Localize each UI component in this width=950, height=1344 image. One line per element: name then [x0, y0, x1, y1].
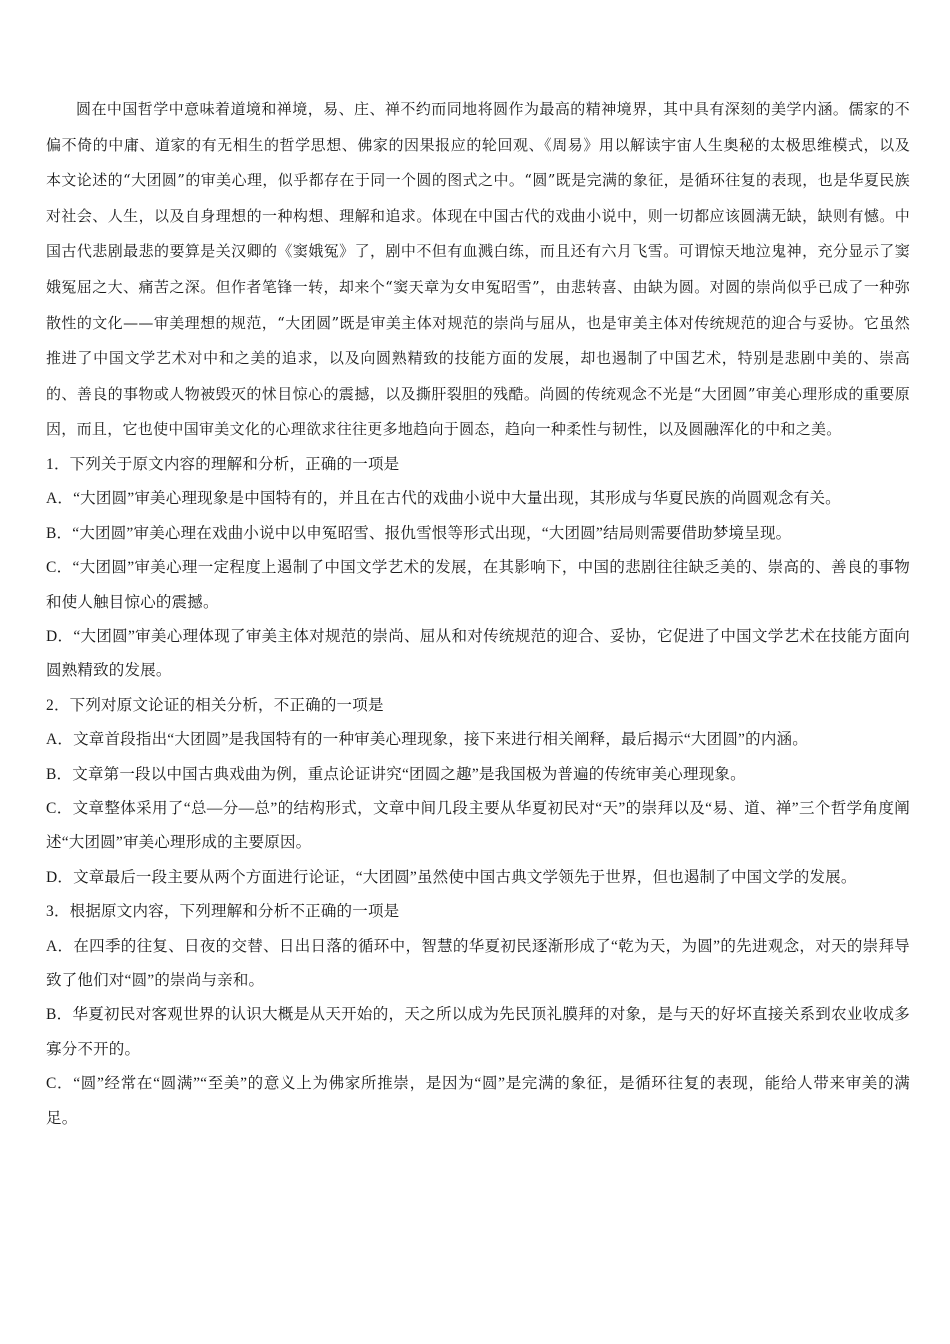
question-stem: 1．下列关于原文内容的理解和分析，正确的一项是 [46, 455, 400, 473]
question-2 [46, 689, 910, 895]
option-c: C．“圆”经常在“圆满”“至美”的意义上为佛家所推崇，是因为“圆”是完满的象征，是循环往复的表现，能给人带来审美的满足。 [46, 1075, 910, 1127]
exam-page [46, 92, 910, 1136]
option-b: B．“大团圆”审美心理在戏曲小说中以申冤昭雪、报仇雪恨等形式出现，“大团圆”结局则需要借助梦境呈现。 [46, 524, 792, 542]
option-c: C．文章整体采用了“总—分—总”的结构形式，文章中间几段主要从华夏初民对“天”的崇拜以及“易、道、禅”三个哲学角度阐述“大团圆”审美心理形成的主要原因。 [46, 800, 910, 852]
question-stem: 3．根据原文内容，下列理解和分析不正确的一项是 [46, 903, 400, 921]
option-a: A．在四季的往复、日夜的交替、日出日落的循环中，智慧的华夏初民逐渐形成了“乾为天，为圆”的先进观念，对天的崇拜导致了他们对“圆”的崇尚与亲和。 [46, 937, 910, 990]
reading-passage [46, 92, 910, 448]
passage-paragraph: 圆在中国哲学中意味着道境和禅境，易、庄、禅不约而同地将圆作为最高的精神境界，其中具有深刻的美学内涵。儒家的不偏不倚的中庸、道家的有无相生的哲学思想、佛家的因果报应的轮回观、《周易》用以解读宇宙人生奥秘的太极思维模式，以及本文论述的“大团圆”的审美心理，似乎都存在于同一个圆的图式之中。“圆”既是完满的象征，是循环往复的表现，也是华夏民族对社会、人生，以及自身理想的一种构想、理解和追求。体现在中国古代的戏曲小说中，则一切都应该圆满无缺，缺则有憾。中国古代悲剧最悲的要算是关汉卿的《窦娥冤》了，剧中不但有血溅白练，而且还有六月飞雪。可谓惊天地泣鬼神，充分显示了窦娥冤屈之大、痛苦之深。但作者笔锋一转，却来个“窦天章为女申冤昭雪”，由悲转喜、由缺为圆。对圆的崇尚似乎已成了一种弥散性的文化——审美理想的规范，“大团圆”既是审美主体对规范的崇尚与屈从，也是审美主体对传统规范的迎合与妥协。它虽然推进了中国文学艺术对中和之美的追求，以及向圆熟精致的技能方面的发展，却也遏制了中国艺术，特别是悲剧中美的、崇高的、善良的事物或人物被毁灭的怵目惊心的震撼，以及撕肝裂胆的残酷。尚圆的传统观念不光是“大团圆”审美心理形成的重要原因，而且，它也使中国审美文化的心理欲求往往更多地趋向于圆态，趋向一种柔性与韧性，以及圆融浑化的中和之美。 [46, 100, 910, 439]
question-3 [46, 895, 910, 1136]
option-a: A．文章首段指出“大团圆”是我国特有的一种审美心理现象，接下来进行相关阐释，最后揭示“大团圆”的内涵。 [46, 731, 808, 749]
option-d: D．“大团圆”审美心理体现了审美主体对规范的崇尚、屈从和对传统规范的迎合、妥协，它促进了中国文学艺术在技能方面向圆熟精致的发展。 [46, 627, 910, 680]
option-c: C．“大团圆”审美心理一定程度上遏制了中国文学艺术的发展，在其影响下，中国的悲剧往往缺乏美的、崇高的、善良的事物和使人触目惊心的震撼。 [46, 559, 910, 611]
question-1 [46, 448, 910, 689]
option-a: A．“大团圆”审美心理现象是中国特有的，并且在古代的戏曲小说中大量出现，其形成与华夏民族的尚圆观念有关。 [46, 490, 841, 508]
option-d: D．文章最后一段主要从两个方面进行论证，“大团圆”虽然使中国古典文学领先于世界，但也遏制了中国文学的发展。 [46, 868, 857, 886]
option-b: B．文章第一段以中国古典戏曲为例，重点论证讲究“团圆之趣”是我国极为普遍的传统审美心理现象。 [46, 765, 746, 783]
question-stem: 2．下列对原文论证的相关分析，不正确的一项是 [46, 696, 384, 714]
option-b: B．华夏初民对客观世界的认识大概是从天开始的，天之所以成为先民顶礼膜拜的对象，是与天的好坏直接关系到农业收成多寡分不开的。 [46, 1006, 910, 1058]
